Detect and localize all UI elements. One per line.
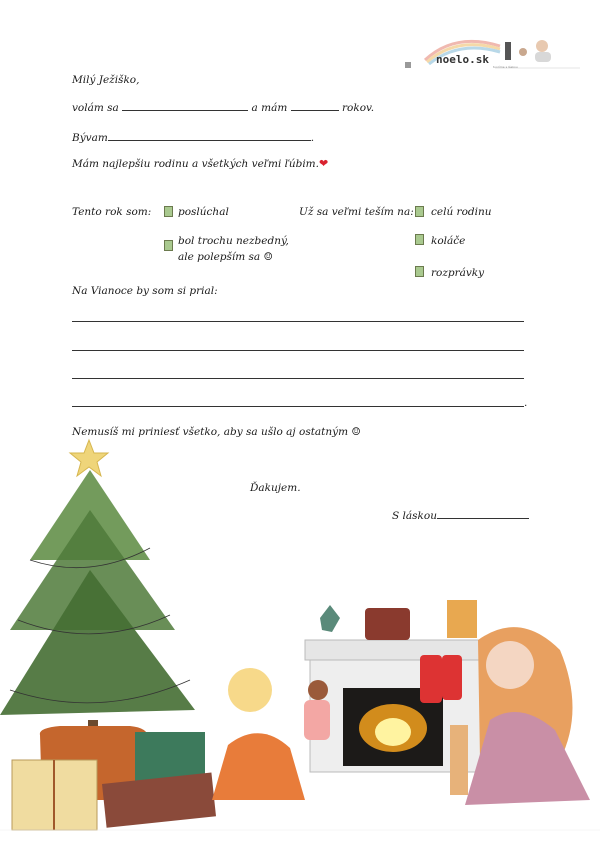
child-with-doll — [212, 668, 330, 800]
greeting: Milý Ježiško, — [72, 74, 140, 86]
address-suffix: . — [310, 132, 315, 144]
wish-line-1[interactable] — [72, 321, 524, 322]
wish-line-3[interactable] — [72, 378, 524, 379]
age-blank[interactable] — [291, 100, 339, 111]
age-suffix: rokov. — [341, 102, 375, 114]
name-line — [72, 100, 374, 115]
wish-line-2[interactable] — [72, 350, 524, 351]
looking-forward-label: Už sa veľmi teším na: — [299, 206, 414, 218]
address-prefix: Bývam — [72, 132, 108, 144]
logo-text: noelo.sk — [436, 53, 489, 66]
address-line — [72, 130, 314, 145]
thanks: Ďakujem. — [250, 482, 301, 494]
option-rozpravky: rozprávky — [431, 267, 485, 279]
wish-label: Na Vianoce by som si prial: — [72, 285, 218, 297]
christmas-illustration — [0, 430, 600, 849]
name-blank[interactable] — [122, 100, 248, 111]
checkbox-rozpravky[interactable] — [415, 266, 424, 277]
option-nezbedny-cont: ale polepším sa ☺ — [178, 251, 273, 263]
checkbox-poslúchal[interactable] — [164, 206, 173, 217]
checkbox-kolace[interactable] — [415, 234, 424, 245]
age-middle: a mám — [251, 102, 288, 114]
address-blank[interactable] — [108, 130, 311, 141]
sign-prefix: S láskou — [392, 510, 437, 522]
wish-end-period: . — [524, 397, 528, 409]
heart-icon: ❤ — [318, 157, 329, 170]
this-year-label: Tento rok som: — [72, 206, 152, 218]
logo-tagline: tvoríme s láskou — [493, 65, 518, 69]
note-line: Nemusíš mi priniesť všetko, aby sa ušlo aj ostatným ☺ — [72, 426, 361, 438]
checkbox-celu-rodinu[interactable] — [415, 206, 424, 217]
christmas-tree — [0, 470, 195, 760]
option-kolace: koláče — [431, 235, 466, 247]
family-text: Mám najlepšiu rodinu a všetkých veľmi ľúbim. — [72, 158, 319, 170]
wish-line-4[interactable] — [72, 406, 524, 407]
option-celu-rodinu: celú rodinu — [431, 206, 492, 218]
noelo-logo — [405, 30, 585, 72]
option-poslúchal: poslúchal — [178, 206, 229, 218]
family-line — [72, 157, 328, 171]
name-prefix: volám sa — [72, 102, 119, 114]
gifts — [12, 726, 216, 830]
checkbox-nezbedny[interactable] — [164, 240, 173, 251]
option-nezbedny: bol trochu nezbedný, — [178, 235, 289, 247]
star-icon — [70, 440, 108, 476]
